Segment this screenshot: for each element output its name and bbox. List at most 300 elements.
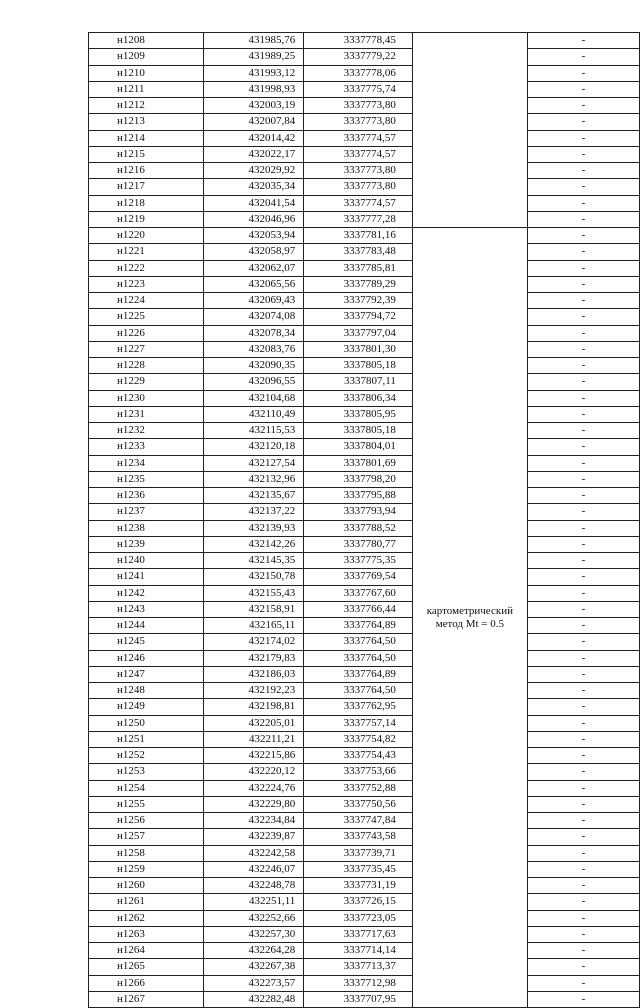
point-name-cell: н1232 [89, 423, 204, 439]
table-row [89, 325, 640, 341]
point-name-cell: н1257 [89, 829, 204, 845]
precision-cell: - [527, 861, 639, 877]
table-row [89, 569, 640, 585]
point-name-cell: н1212 [89, 98, 204, 114]
table-row [89, 406, 640, 422]
x-coordinate-cell: 432198,81 [203, 699, 303, 715]
x-coordinate-cell: 431993,12 [203, 65, 303, 81]
x-coordinate-cell: 432248,78 [203, 878, 303, 894]
y-coordinate-cell: 3337774,57 [304, 146, 413, 162]
point-name-cell: н1223 [89, 276, 204, 292]
y-coordinate-cell: 3337714,14 [304, 943, 413, 959]
point-name-cell: н1256 [89, 813, 204, 829]
table-row [89, 650, 640, 666]
precision-cell: - [527, 471, 639, 487]
precision-cell: - [527, 910, 639, 926]
table-row [89, 601, 640, 617]
point-name-cell: н1252 [89, 748, 204, 764]
point-name-cell: н1265 [89, 959, 204, 975]
y-coordinate-cell: 3337773,80 [304, 163, 413, 179]
table-row [89, 471, 640, 487]
y-coordinate-cell: 3337775,35 [304, 553, 413, 569]
x-coordinate-cell: 432096,55 [203, 374, 303, 390]
x-coordinate-cell: 432029,92 [203, 163, 303, 179]
point-name-cell: н1208 [89, 33, 204, 49]
table-row [89, 439, 640, 455]
precision-cell: - [527, 959, 639, 975]
precision-cell: - [527, 114, 639, 130]
x-coordinate-cell: 432014,42 [203, 130, 303, 146]
table-row [89, 991, 640, 1007]
x-coordinate-cell: 432215,86 [203, 748, 303, 764]
y-coordinate-cell: 3337726,15 [304, 894, 413, 910]
table-row [89, 813, 640, 829]
y-coordinate-cell: 3337794,72 [304, 309, 413, 325]
x-coordinate-cell: 432069,43 [203, 293, 303, 309]
precision-cell: - [527, 276, 639, 292]
precision-cell: - [527, 975, 639, 991]
precision-cell: - [527, 309, 639, 325]
y-coordinate-cell: 3337797,04 [304, 325, 413, 341]
x-coordinate-cell: 432242,58 [203, 845, 303, 861]
precision-cell: - [527, 536, 639, 552]
point-name-cell: н1231 [89, 406, 204, 422]
x-coordinate-cell: 432251,11 [203, 894, 303, 910]
point-name-cell: н1221 [89, 244, 204, 260]
precision-cell: - [527, 163, 639, 179]
y-coordinate-cell: 3337764,50 [304, 683, 413, 699]
table-row [89, 780, 640, 796]
point-name-cell: н1263 [89, 926, 204, 942]
precision-cell: - [527, 715, 639, 731]
precision-cell: - [527, 585, 639, 601]
y-coordinate-cell: 3337707,95 [304, 991, 413, 1007]
y-coordinate-cell: 3337775,74 [304, 81, 413, 97]
table-row [89, 764, 640, 780]
x-coordinate-cell: 432246,07 [203, 861, 303, 877]
x-coordinate-cell: 432174,02 [203, 634, 303, 650]
method-cell-empty [412, 33, 527, 228]
precision-cell: - [527, 244, 639, 260]
point-name-cell: н1241 [89, 569, 204, 585]
table-row [89, 861, 640, 877]
y-coordinate-cell: 3337806,34 [304, 390, 413, 406]
precision-cell: - [527, 211, 639, 227]
x-coordinate-cell: 432065,56 [203, 276, 303, 292]
y-coordinate-cell: 3337780,77 [304, 536, 413, 552]
point-name-cell: н1217 [89, 179, 204, 195]
y-coordinate-cell: 3337804,01 [304, 439, 413, 455]
precision-cell: - [527, 455, 639, 471]
precision-cell: - [527, 666, 639, 682]
precision-cell: - [527, 325, 639, 341]
x-coordinate-cell: 432062,07 [203, 260, 303, 276]
table-row [89, 358, 640, 374]
table-row [89, 33, 640, 49]
point-name-cell: н1210 [89, 65, 204, 81]
precision-cell: - [527, 878, 639, 894]
precision-cell: - [527, 390, 639, 406]
table-row [89, 81, 640, 97]
x-coordinate-cell: 432220,12 [203, 764, 303, 780]
x-coordinate-cell: 432179,83 [203, 650, 303, 666]
y-coordinate-cell: 3337789,29 [304, 276, 413, 292]
table-row [89, 829, 640, 845]
point-name-cell: н1236 [89, 488, 204, 504]
table-row [89, 699, 640, 715]
point-name-cell: н1209 [89, 49, 204, 65]
precision-cell: - [527, 520, 639, 536]
x-coordinate-cell: 431989,25 [203, 49, 303, 65]
y-coordinate-cell: 3337795,88 [304, 488, 413, 504]
point-name-cell: н1247 [89, 666, 204, 682]
precision-cell: - [527, 569, 639, 585]
y-coordinate-cell: 3337805,95 [304, 406, 413, 422]
x-coordinate-cell: 432282,48 [203, 991, 303, 1007]
point-name-cell: н1237 [89, 504, 204, 520]
point-name-cell: н1238 [89, 520, 204, 536]
table-row [89, 114, 640, 130]
y-coordinate-cell: 3337781,16 [304, 228, 413, 244]
x-coordinate-cell: 432007,84 [203, 114, 303, 130]
x-coordinate-cell: 432053,94 [203, 228, 303, 244]
y-coordinate-cell: 3337757,14 [304, 715, 413, 731]
y-coordinate-cell: 3337792,39 [304, 293, 413, 309]
x-coordinate-cell: 432139,93 [203, 520, 303, 536]
precision-cell: - [527, 650, 639, 666]
precision-cell: - [527, 731, 639, 747]
y-coordinate-cell: 3337805,18 [304, 423, 413, 439]
x-coordinate-cell: 432110,49 [203, 406, 303, 422]
y-coordinate-cell: 3337713,37 [304, 959, 413, 975]
precision-cell: - [527, 293, 639, 309]
x-coordinate-cell: 432090,35 [203, 358, 303, 374]
precision-cell: - [527, 228, 639, 244]
point-name-cell: н1216 [89, 163, 204, 179]
table-row [89, 618, 640, 634]
precision-cell: - [527, 488, 639, 504]
y-coordinate-cell: 3337717,63 [304, 926, 413, 942]
x-coordinate-cell: 432186,03 [203, 666, 303, 682]
x-coordinate-cell: 432155,43 [203, 585, 303, 601]
point-name-cell: н1242 [89, 585, 204, 601]
point-name-cell: н1219 [89, 211, 204, 227]
point-name-cell: н1230 [89, 390, 204, 406]
table-row [89, 260, 640, 276]
precision-cell: - [527, 98, 639, 114]
x-coordinate-cell: 432137,22 [203, 504, 303, 520]
table-row [89, 536, 640, 552]
y-coordinate-cell: 3337766,44 [304, 601, 413, 617]
precision-cell: - [527, 439, 639, 455]
x-coordinate-cell: 432041,54 [203, 195, 303, 211]
x-coordinate-cell: 432211,21 [203, 731, 303, 747]
y-coordinate-cell: 3337779,22 [304, 49, 413, 65]
point-name-cell: н1213 [89, 114, 204, 130]
x-coordinate-cell: 432273,57 [203, 975, 303, 991]
coordinates-table [88, 32, 640, 1008]
point-name-cell: н1266 [89, 975, 204, 991]
x-coordinate-cell: 432205,01 [203, 715, 303, 731]
point-name-cell: н1262 [89, 910, 204, 926]
point-name-cell: н1228 [89, 358, 204, 374]
precision-cell: - [527, 406, 639, 422]
table-row [89, 146, 640, 162]
method-cell [412, 228, 527, 1008]
precision-cell: - [527, 374, 639, 390]
y-coordinate-cell: 3337747,84 [304, 813, 413, 829]
table-row [89, 504, 640, 520]
precision-cell: - [527, 796, 639, 812]
y-coordinate-cell: 3337805,18 [304, 358, 413, 374]
y-coordinate-cell: 3337801,69 [304, 455, 413, 471]
x-coordinate-cell: 432022,17 [203, 146, 303, 162]
precision-cell: - [527, 341, 639, 357]
y-coordinate-cell: 3337754,43 [304, 748, 413, 764]
table-row [89, 228, 640, 244]
x-coordinate-cell: 432074,08 [203, 309, 303, 325]
point-name-cell: н1239 [89, 536, 204, 552]
table-row [89, 894, 640, 910]
x-coordinate-cell: 431985,76 [203, 33, 303, 49]
table-row [89, 585, 640, 601]
table-row [89, 666, 640, 682]
x-coordinate-cell: 432145,35 [203, 553, 303, 569]
table-row [89, 959, 640, 975]
x-coordinate-cell: 432142,26 [203, 536, 303, 552]
point-name-cell: н1246 [89, 650, 204, 666]
precision-cell: - [527, 943, 639, 959]
y-coordinate-cell: 3337764,50 [304, 650, 413, 666]
table-row [89, 910, 640, 926]
y-coordinate-cell: 3337793,94 [304, 504, 413, 520]
table-row [89, 731, 640, 747]
table-row [89, 293, 640, 309]
x-coordinate-cell: 432264,28 [203, 943, 303, 959]
y-coordinate-cell: 3337773,80 [304, 179, 413, 195]
precision-cell: - [527, 504, 639, 520]
table-row [89, 179, 640, 195]
precision-cell: - [527, 260, 639, 276]
table-row [89, 130, 640, 146]
table-row [89, 276, 640, 292]
point-name-cell: н1258 [89, 845, 204, 861]
y-coordinate-cell: 3337778,45 [304, 33, 413, 49]
point-name-cell: н1215 [89, 146, 204, 162]
x-coordinate-cell: 432127,54 [203, 455, 303, 471]
point-name-cell: н1254 [89, 780, 204, 796]
x-coordinate-cell: 432115,53 [203, 423, 303, 439]
point-name-cell: н1255 [89, 796, 204, 812]
precision-cell: - [527, 683, 639, 699]
point-name-cell: н1250 [89, 715, 204, 731]
x-coordinate-cell: 432257,30 [203, 926, 303, 942]
precision-cell: - [527, 894, 639, 910]
precision-cell: - [527, 829, 639, 845]
x-coordinate-cell: 432083,76 [203, 341, 303, 357]
precision-cell: - [527, 699, 639, 715]
precision-cell: - [527, 33, 639, 49]
y-coordinate-cell: 3337735,45 [304, 861, 413, 877]
point-name-cell: н1226 [89, 325, 204, 341]
x-coordinate-cell: 432078,34 [203, 325, 303, 341]
x-coordinate-cell: 432132,96 [203, 471, 303, 487]
point-name-cell: н1214 [89, 130, 204, 146]
method-text-line-1: картометрический [426, 604, 513, 617]
y-coordinate-cell: 3337807,11 [304, 374, 413, 390]
precision-cell: - [527, 179, 639, 195]
method-text-line-2: метод Mt = 0.5 [435, 617, 505, 630]
y-coordinate-cell: 3337743,58 [304, 829, 413, 845]
x-coordinate-cell: 432046,96 [203, 211, 303, 227]
y-coordinate-cell: 3337764,89 [304, 618, 413, 634]
precision-cell: - [527, 764, 639, 780]
y-coordinate-cell: 3337767,60 [304, 585, 413, 601]
point-name-cell: н1211 [89, 81, 204, 97]
y-coordinate-cell: 3337774,57 [304, 130, 413, 146]
precision-cell: - [527, 49, 639, 65]
table-row [89, 520, 640, 536]
y-coordinate-cell: 3337764,50 [304, 634, 413, 650]
x-coordinate-cell: 432058,97 [203, 244, 303, 260]
x-coordinate-cell: 432165,11 [203, 618, 303, 634]
y-coordinate-cell: 3337723,05 [304, 910, 413, 926]
precision-cell: - [527, 991, 639, 1007]
precision-cell: - [527, 130, 639, 146]
precision-cell: - [527, 618, 639, 634]
x-coordinate-cell: 432035,34 [203, 179, 303, 195]
x-coordinate-cell: 432192,23 [203, 683, 303, 699]
table-row [89, 634, 640, 650]
table-row [89, 309, 640, 325]
table-row [89, 553, 640, 569]
coordinates-table-body [89, 33, 640, 1008]
x-coordinate-cell: 432003,19 [203, 98, 303, 114]
y-coordinate-cell: 3337773,80 [304, 114, 413, 130]
precision-cell: - [527, 146, 639, 162]
y-coordinate-cell: 3337774,57 [304, 195, 413, 211]
precision-cell: - [527, 423, 639, 439]
table-row [89, 488, 640, 504]
precision-cell: - [527, 358, 639, 374]
table-row [89, 341, 640, 357]
x-coordinate-cell: 432150,78 [203, 569, 303, 585]
point-name-cell: н1222 [89, 260, 204, 276]
precision-cell: - [527, 780, 639, 796]
table-row [89, 878, 640, 894]
point-name-cell: н1227 [89, 341, 204, 357]
table-row [89, 211, 640, 227]
x-coordinate-cell: 432234,84 [203, 813, 303, 829]
table-row [89, 244, 640, 260]
y-coordinate-cell: 3337752,88 [304, 780, 413, 796]
table-row [89, 926, 640, 942]
point-name-cell: н1264 [89, 943, 204, 959]
x-coordinate-cell: 432135,67 [203, 488, 303, 504]
x-coordinate-cell: 432224,76 [203, 780, 303, 796]
x-coordinate-cell: 432120,18 [203, 439, 303, 455]
point-name-cell: н1224 [89, 293, 204, 309]
point-name-cell: н1220 [89, 228, 204, 244]
table-row [89, 423, 640, 439]
precision-cell: - [527, 553, 639, 569]
point-name-cell: н1267 [89, 991, 204, 1007]
y-coordinate-cell: 3337777,28 [304, 211, 413, 227]
y-coordinate-cell: 3337801,30 [304, 341, 413, 357]
table-row [89, 455, 640, 471]
point-name-cell: н1229 [89, 374, 204, 390]
point-name-cell: н1249 [89, 699, 204, 715]
point-name-cell: н1240 [89, 553, 204, 569]
table-row [89, 374, 640, 390]
x-coordinate-cell: 432229,80 [203, 796, 303, 812]
table-row [89, 748, 640, 764]
precision-cell: - [527, 65, 639, 81]
y-coordinate-cell: 3337712,98 [304, 975, 413, 991]
point-name-cell: н1244 [89, 618, 204, 634]
y-coordinate-cell: 3337798,20 [304, 471, 413, 487]
table-row [89, 163, 640, 179]
precision-cell: - [527, 926, 639, 942]
y-coordinate-cell: 3337788,52 [304, 520, 413, 536]
point-name-cell: н1253 [89, 764, 204, 780]
table-row [89, 975, 640, 991]
point-name-cell: н1251 [89, 731, 204, 747]
table-row [89, 390, 640, 406]
x-coordinate-cell: 432239,87 [203, 829, 303, 845]
table-row [89, 683, 640, 699]
precision-cell: - [527, 813, 639, 829]
precision-cell: - [527, 195, 639, 211]
y-coordinate-cell: 3337750,56 [304, 796, 413, 812]
y-coordinate-cell: 3337778,06 [304, 65, 413, 81]
table-row [89, 845, 640, 861]
y-coordinate-cell: 3337769,54 [304, 569, 413, 585]
point-name-cell: н1243 [89, 601, 204, 617]
table-row [89, 98, 640, 114]
y-coordinate-cell: 3337785,81 [304, 260, 413, 276]
y-coordinate-cell: 3337731,19 [304, 878, 413, 894]
y-coordinate-cell: 3337753,66 [304, 764, 413, 780]
y-coordinate-cell: 3337762,95 [304, 699, 413, 715]
x-coordinate-cell: 432158,91 [203, 601, 303, 617]
table-row [89, 65, 640, 81]
y-coordinate-cell: 3337783,48 [304, 244, 413, 260]
precision-cell: - [527, 845, 639, 861]
x-coordinate-cell: 431998,93 [203, 81, 303, 97]
y-coordinate-cell: 3337773,80 [304, 98, 413, 114]
point-name-cell: н1259 [89, 861, 204, 877]
x-coordinate-cell: 432252,66 [203, 910, 303, 926]
point-name-cell: н1260 [89, 878, 204, 894]
point-name-cell: н1248 [89, 683, 204, 699]
point-name-cell: н1233 [89, 439, 204, 455]
y-coordinate-cell: 3337754,82 [304, 731, 413, 747]
point-name-cell: н1218 [89, 195, 204, 211]
point-name-cell: н1234 [89, 455, 204, 471]
precision-cell: - [527, 601, 639, 617]
precision-cell: - [527, 81, 639, 97]
point-name-cell: н1235 [89, 471, 204, 487]
x-coordinate-cell: 432104,68 [203, 390, 303, 406]
y-coordinate-cell: 3337764,89 [304, 666, 413, 682]
precision-cell: - [527, 634, 639, 650]
point-name-cell: н1225 [89, 309, 204, 325]
table-row [89, 715, 640, 731]
x-coordinate-cell: 432267,38 [203, 959, 303, 975]
point-name-cell: н1245 [89, 634, 204, 650]
table-row [89, 49, 640, 65]
